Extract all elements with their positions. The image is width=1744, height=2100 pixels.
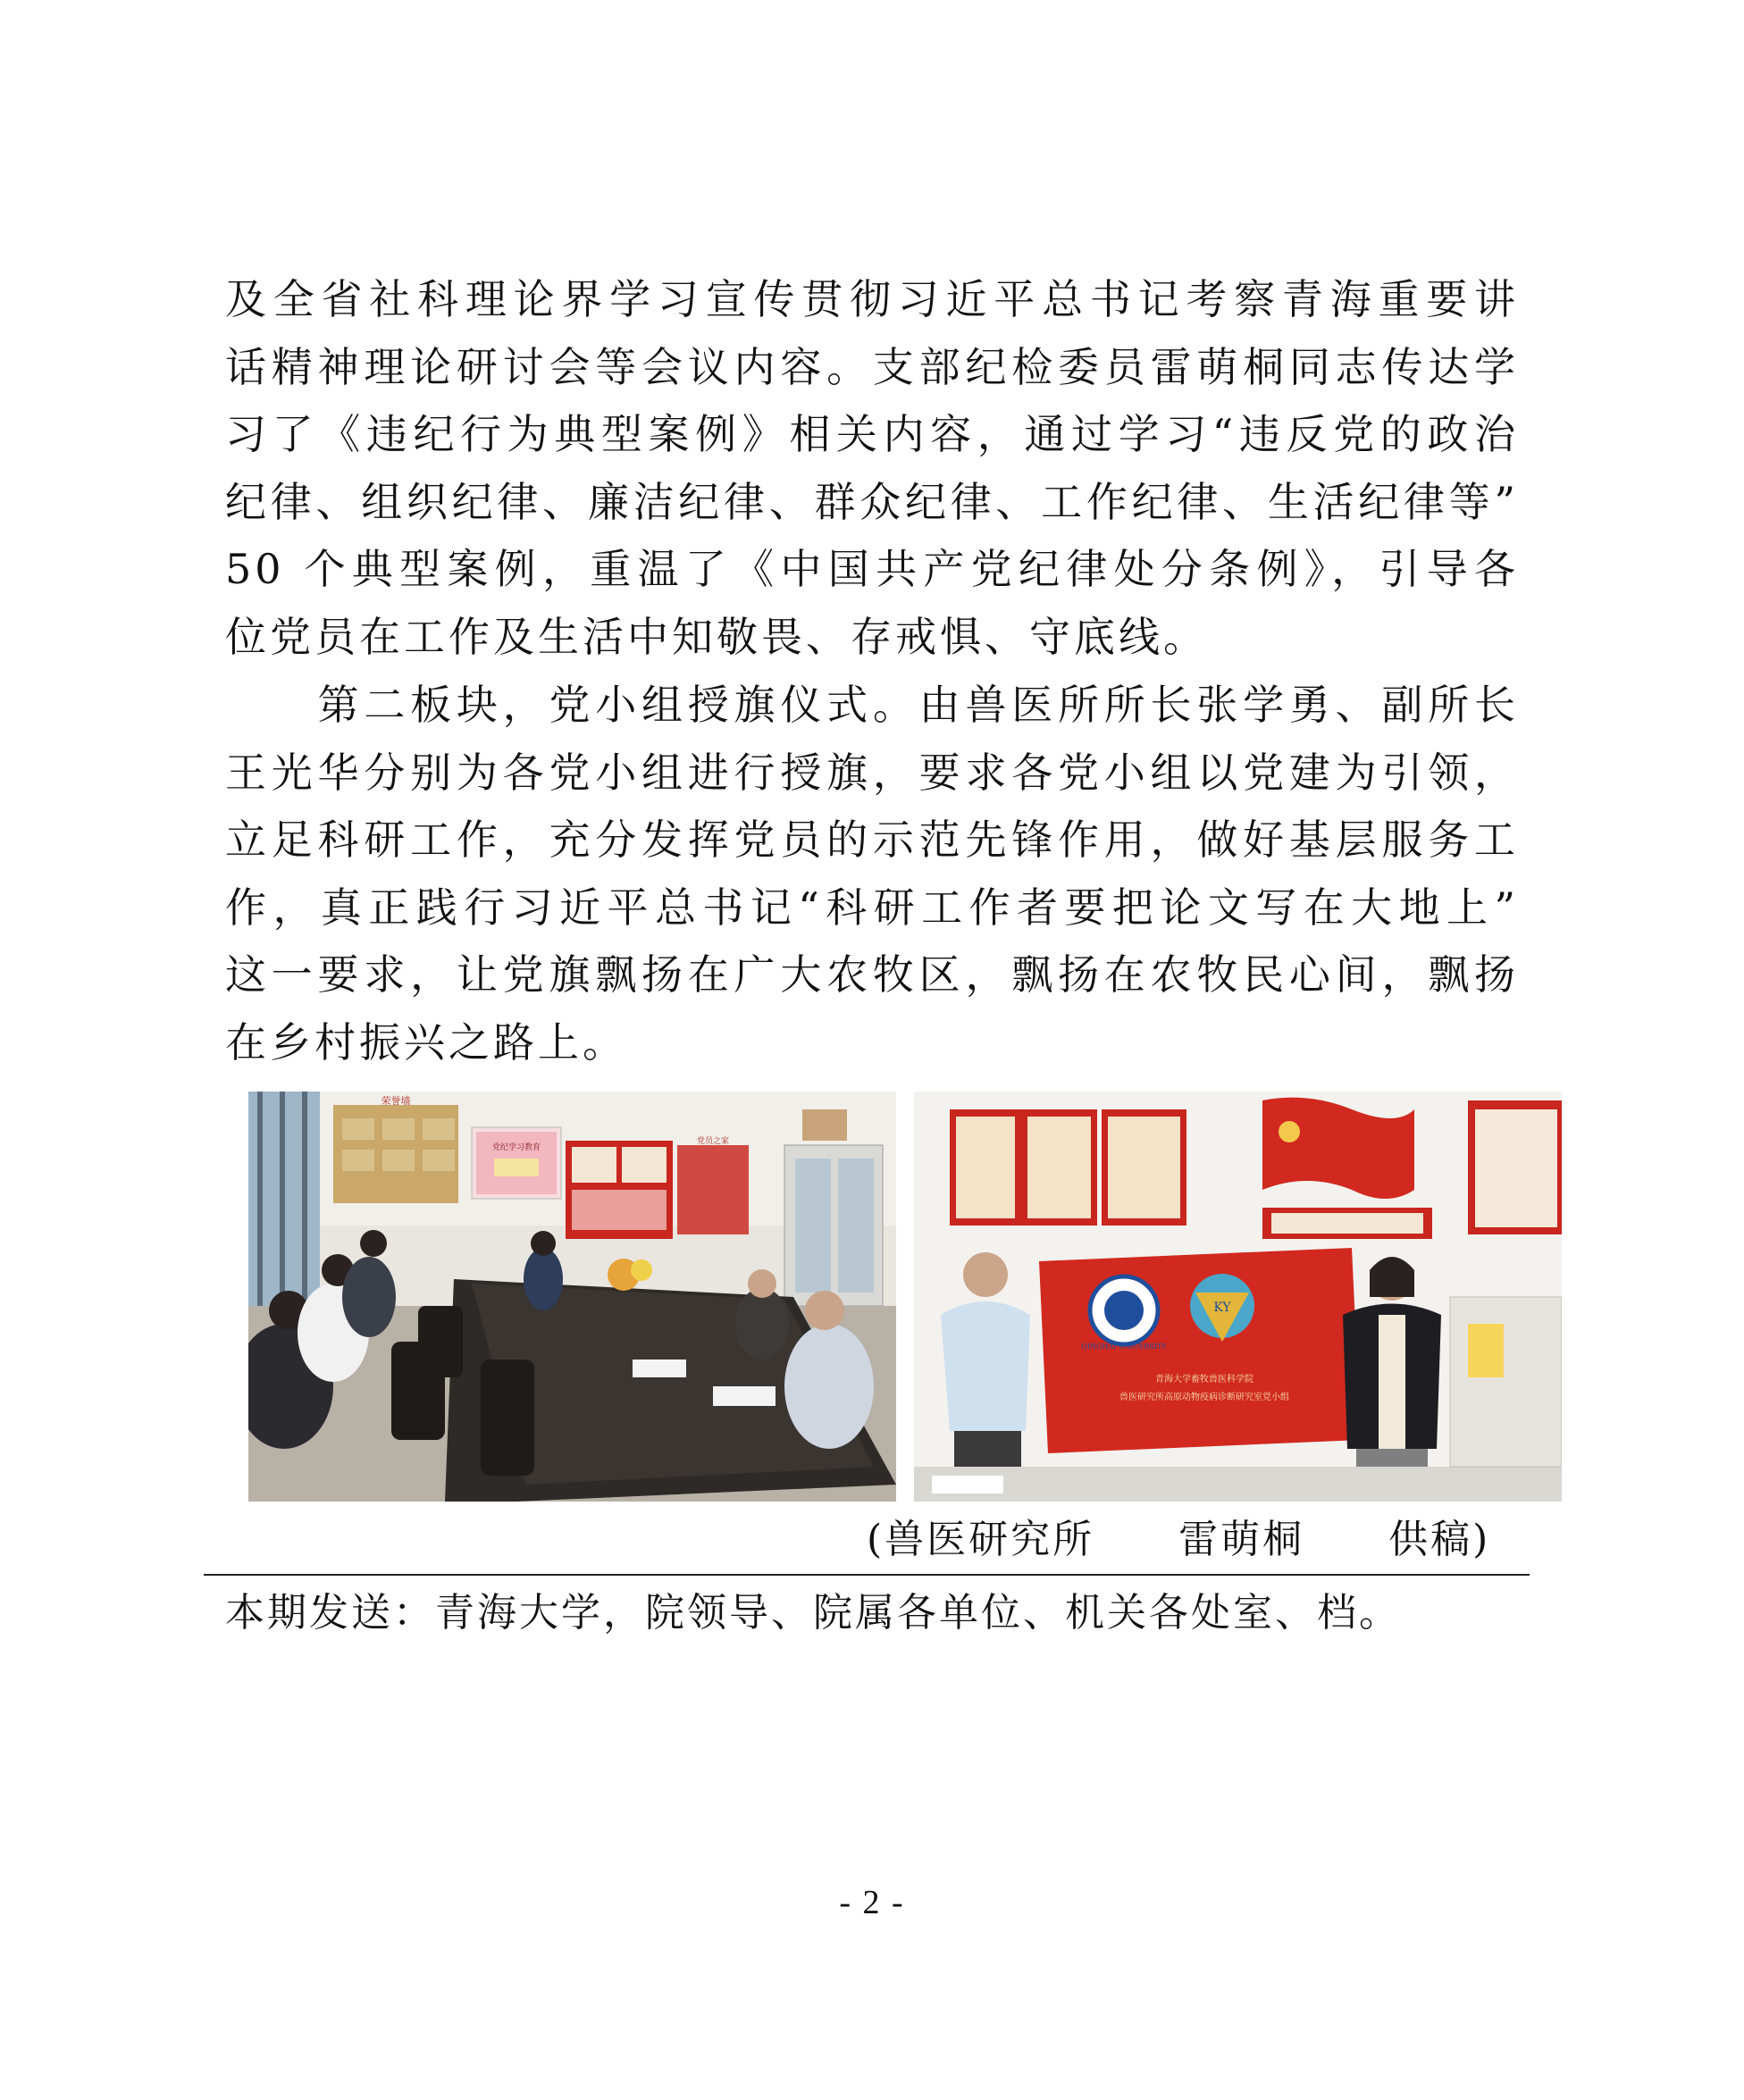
plaque-caption: 荣誉墙: [381, 1095, 411, 1107]
emblem-left-text: QINGHAI UNIVERSITY: [1081, 1343, 1167, 1351]
screen-title: 党纪学习教育: [491, 1143, 541, 1152]
footer-divider: [204, 1574, 1530, 1576]
paragraph-line: 位党员在工作及生活中知敬畏、存戒惧、守底线。: [225, 612, 1208, 661]
paragraph-1: [225, 266, 1519, 671]
flag-line-2: 兽医研究所高原动物疫病诊断研究室党小组: [1119, 1393, 1289, 1402]
emblem-right-text: KY: [1213, 1301, 1231, 1315]
photo-credit: (兽医研究所 雷萌桐 供稿): [867, 1517, 1491, 1562]
flag-ceremony-illustration: [914, 1092, 1562, 1502]
flag-ceremony-photo: [914, 1092, 1562, 1502]
paragraph-line: 王光华分别为各党小组进行授旗，要求各党小组以党建为引领，: [225, 748, 1519, 797]
distribution-list: 本期发送：青海大学，院领导、院属各单位、机关各处室、档。: [225, 1590, 1401, 1636]
paragraph-line: 这一要求，让党旗飘扬在广大农牧区，飘扬在农牧民心间，飘扬: [225, 950, 1519, 999]
paragraph-line: 话精神理论研讨会等会议内容。支部纪检委员雷萌桐同志传达学: [225, 342, 1519, 391]
paragraph-line: 立足科研工作，充分发挥党员的示范先锋作用，做好基层服务工: [225, 816, 1519, 864]
paragraph-line: 及全省社科理论界学习宣传贯彻习近平总书记考察青海重要讲: [225, 275, 1519, 323]
meeting-photo: [248, 1092, 896, 1502]
wall-banner: 党员之家: [696, 1137, 730, 1146]
paragraph-line: 作，真正践行习近平总书记“科研工作者要把论文写在大地上”: [225, 883, 1519, 932]
paragraph-line: 在乡村振兴之路上。: [225, 1017, 627, 1067]
paragraph-line: 第二板块，党小组授旗仪式。由兽医所所长张学勇、副所长: [225, 681, 1519, 729]
page-number: - 2 -: [839, 1884, 905, 1921]
paragraph-line: 纪律、组织纪律、廉洁纪律、群众纪律、工作纪律、生活纪律等”: [225, 477, 1519, 526]
meeting-photo-illustration: [248, 1092, 896, 1502]
paragraph-2: [225, 672, 1519, 1076]
flag-line-1: 青海大学畜牧兽医科学院: [1155, 1375, 1254, 1385]
paragraph-line: 习了《违纪行为典型案例》相关内容，通过学习“违反党的政治: [225, 410, 1519, 458]
paragraph-line: 50 个典型案例，重温了《中国共产党纪律处分条例》，引导各: [225, 545, 1519, 593]
